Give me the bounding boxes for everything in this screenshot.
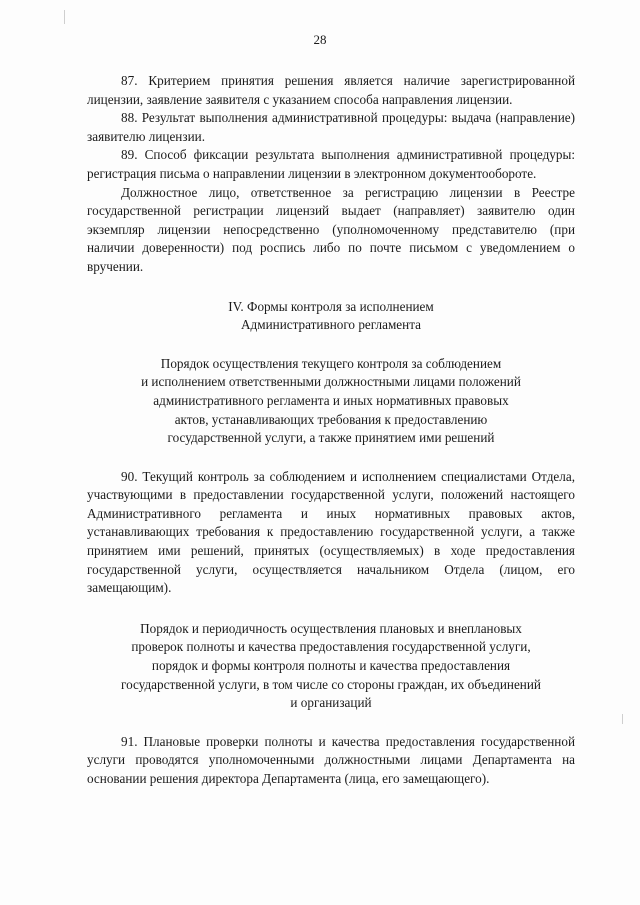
current-control-heading-line1: Порядок осуществления текущего контроля за соблюдением — [160, 355, 502, 371]
paragraph-90: 90. Текущий контроль за соблюдением и исполнением специалистами Отдела, участвующими в предоставлении государственной услуги, положений настоящего Административного регламента и иных нормативных правовых актов, устанавливающих требования к предоставлению государственной услуги, а также принятием ими решений, принятых (осуществляемых) в ходе предоставления государственной услуги, осуществляется начальником Отдела (лицом, его замещающим). — [87, 468, 575, 596]
paragraph-88: 88. Результат выполнения административной процедуры: выдача (направление) заявителю лицензии. — [87, 110, 575, 144]
inspections-heading-line4: государственной услуги, в том числе со стороны граждан, их объединений — [121, 676, 541, 692]
inspections-heading-line2: проверок полноты и качества предоставления государственной услуги, — [131, 639, 531, 655]
page-number: 28 — [313, 32, 327, 47]
inspections-heading-line3: порядок и формы контроля полноты и качества предоставления — [151, 658, 511, 674]
paragraph-87: 87. Критерием принятия решения является наличие зарегистрированной лицензии, заявление заявителя с указанием способа направления лицензии. — [87, 73, 575, 107]
section-iv-heading-line2: Административного регламента — [241, 317, 421, 333]
left-margin-mark — [64, 10, 65, 24]
document-body — [87, 72, 575, 789]
current-control-heading — [87, 355, 575, 448]
current-control-heading-line3: административного регламента и иных нормативных правовых — [153, 392, 509, 408]
current-control-heading-line4: актов, устанавливающих требования к предоставлению — [174, 411, 488, 427]
inspections-heading-line5: и организаций — [290, 695, 372, 711]
paragraph-91: 91. Плановые проверки полноты и качества предоставления государственной услуги проводятся уполномоченными должностными лицами Департамента на основании решения директора Департамента (лица, его замещающего). — [87, 733, 575, 786]
current-control-heading-line5: государственной услуги, а также принятием ими решений — [167, 430, 495, 446]
paragraph-responsible-official: Должностное лицо, ответственное за регистрацию лицензии в Реестре государственной регистрации лицензий выдает (направляет) заявителю один экземпляр лицензии непосредственно (уполномоченному представителю (при наличии доверенности) под роспись либо по почте письмом с уведомлением о вручении. — [87, 184, 575, 274]
current-control-heading-line2: и исполнением ответственными должностными лицами положений — [141, 374, 521, 390]
right-margin-mark — [622, 714, 623, 724]
inspections-heading-line1: Порядок и периодичность осуществления плановых и внеплановых — [140, 620, 522, 636]
paragraph-89: 89. Способ фиксации результата выполнения административной процедуры: регистрация письма о направлении лицензии в электронном документообороте. — [87, 147, 575, 181]
section-iv-heading — [87, 298, 575, 335]
inspections-heading — [87, 620, 575, 713]
section-iv-heading-line1: IV. Формы контроля за исполнением — [228, 298, 434, 314]
